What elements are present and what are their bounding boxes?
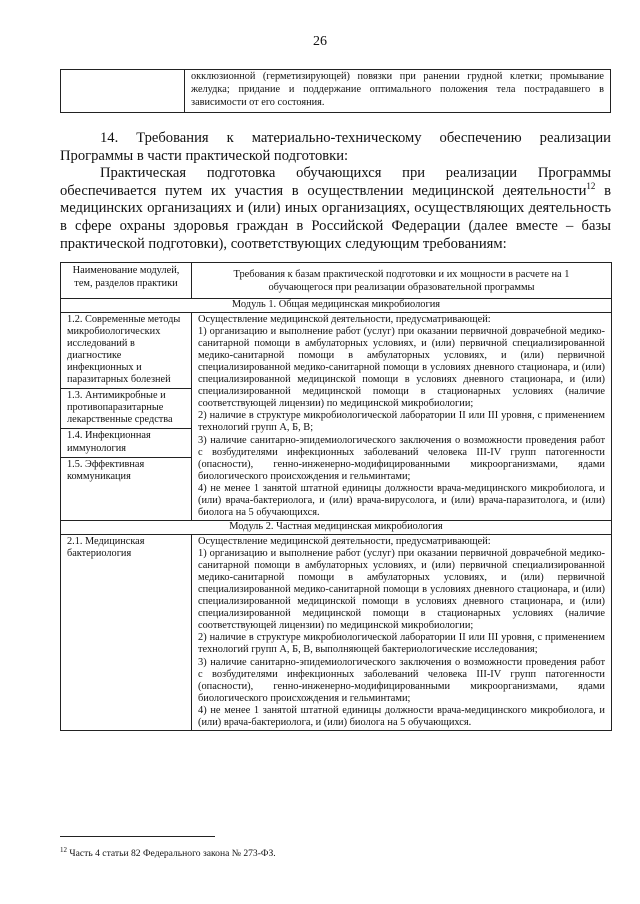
- table-row: [61, 70, 611, 113]
- empty-cell: [61, 70, 185, 113]
- module-1-title: Модуль 1. Общая медицинская микробиология: [61, 299, 612, 312]
- intro-paragraph: [60, 165, 611, 254]
- requirement-item: 3) наличие санитарно-эпидемиологического заключения о возможности проведения работ с возбудителями инфекционных заболеваний человека III-IV групп патогенности (опасности), генно-инженерно-модифицированными микроорганизмами, ядами биологического происхождения и гельминтами;: [198, 434, 605, 482]
- footnote-divider: [60, 836, 215, 837]
- header-modules: Наименование модулей, тем, разделов практики: [61, 263, 192, 299]
- topic-1-3: 1.3. Антимикробные и противопаразитарные лекарственные средства: [61, 389, 191, 429]
- requirements-table: [60, 262, 612, 731]
- module-1-topics: [61, 312, 192, 521]
- continuation-table: [60, 69, 611, 113]
- requirement-intro: Осуществление медицинской деятельности, предусматривающей:: [198, 535, 491, 547]
- module-title-row: [61, 299, 612, 312]
- header-requirements: Требования к базам практической подготовки и их мощности в расчете на 1 обучающегося при реализации образовательной программы: [192, 263, 612, 299]
- table-header-row: [61, 263, 612, 299]
- table-row: [61, 312, 612, 521]
- requirement-item: 1) организацию и выполнение работ (услуг) при оказании первичной доврачебной медико-санитарной помощи в амбулаторных условиях, и (или) первичной специализированной медико-санитарной помощи в амбулаторных условиях, и (или) первичной специализированной медико-санитарной помощи в условиях дневного стационара, и (или) специализированной медицинской помощи в условиях дневного стационара, и (или) специализированной медицинской помощи в стационарных условиях (наличие соответствующей лицензии) по медицинской микробиологии;: [198, 325, 605, 410]
- module-2-title: Модуль 2. Частная медицинская микробиология: [61, 521, 612, 534]
- topic-1-2: 1.2. Современные методы микробиологических исследований в диагностике инфекционных и паразитарных болезней: [61, 313, 191, 390]
- intro-text-before: Практическая подготовка обучающихся при реализации Программы обеспечивается путем их участия в осуществлении медицинской деятельности: [60, 165, 611, 199]
- requirement-item: 1) организацию и выполнение работ (услуг) при оказании первичной доврачебной медико-санитарной помощи в амбулаторных условиях, и (или) первичной специализированной медико-санитарной помощи в амбулаторных условиях, и (или) первичной специализированной медико-санитарной помощи в условиях дневного стационара, и (или) специализированной медицинской помощи в условиях дневного стационара, и (или) специализированной медицинской помощи в стационарных условиях (наличие соответствующей лицензии) по медицинской микробиологии;: [198, 547, 605, 632]
- footnote-text: Часть 4 статьи 82 Федерального закона № 273-ФЗ.: [67, 848, 276, 860]
- requirement-item: 3) наличие санитарно-эпидемиологического заключения о возможности проведения работ с возбудителями инфекционных заболеваний человека III-IV групп патогенности (опасности), генно-инженерно-модифицированными микроорганизмами, ядами биологического происхождения и гельминтами;: [198, 656, 605, 704]
- page-number: 26: [313, 34, 327, 49]
- topic-1-4: 1.4. Инфекционная иммунология: [61, 429, 191, 457]
- requirement-item: 4) не менее 1 занятой штатной единицы должности врача-медицинского микробиолога, и (или) врача-бактериолога, и (или) врача-вирусолога, и (или) врача-паразитолога, и (или) биолога на 5 обучающихся.: [198, 482, 605, 519]
- module-2-requirements: [192, 534, 612, 731]
- footnote: [60, 846, 276, 859]
- requirement-item: 4) не менее 1 занятой штатной единицы должности врача-медицинского микробиолога, и (или) врача-бактериолога, и (или) биолога на 5 обучающихся.: [198, 704, 605, 728]
- module-title-row: [61, 521, 612, 534]
- module-1-requirements: [192, 312, 612, 521]
- requirement-intro: Осуществление медицинской деятельности, предусматривающей:: [198, 313, 491, 325]
- footnote-marker: 12: [60, 846, 67, 854]
- intro-text-after: в медицинских организациях и (или) иных организациях, осуществляющих деятельность в сфере охраны здоровья граждан в Российской Федерации (далее вместе – базы практической подготовки), соответствующих следующим требованиям:: [60, 182, 611, 252]
- requirement-item: 2) наличие в структуре микробиологической лаборатории II или III уровня, с применением технологий групп А, Б, В, выполняющей бактериологические исследования;: [198, 632, 605, 656]
- requirement-item: 2) наличие в структуре микробиологической лаборатории II или III уровня, с применением технологий групп А, Б, В;: [198, 410, 605, 434]
- table-row: [61, 534, 612, 731]
- topic-1-5: 1.5. Эффективная коммуникация: [67, 458, 145, 482]
- section-heading: 14. Требования к материально-техническому обеспечению реализации Программы в части практической подготовки:: [60, 130, 611, 164]
- module-2-topics: [61, 534, 192, 731]
- topic-2-1: 2.1. Медицинская бактериология: [67, 535, 145, 559]
- continuation-text: окклюзионной (герметизирующей) повязки при ранении грудной клетки; промывание желудка; придание и поддержание оптимального положения тела пострадавшего в зависимости от его состояния.: [185, 70, 611, 113]
- footnote-reference: 12: [586, 180, 596, 191]
